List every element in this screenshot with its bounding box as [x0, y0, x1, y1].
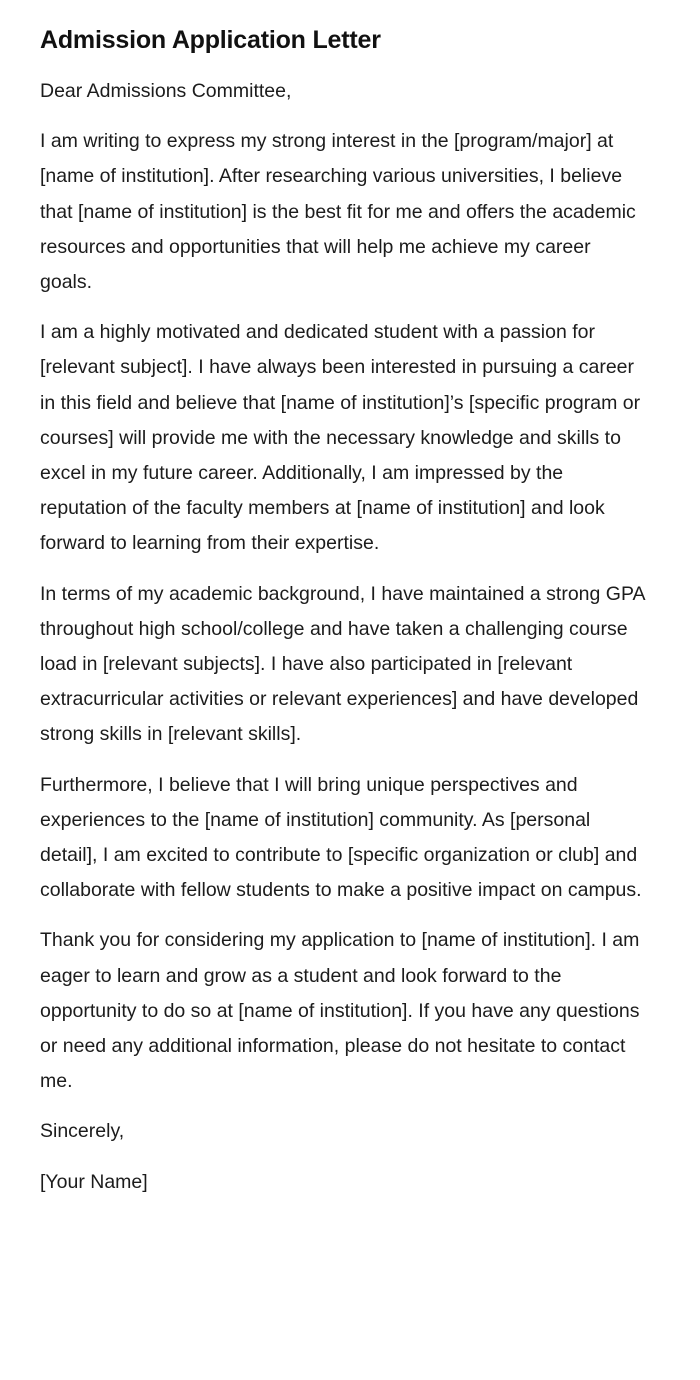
- letter-title: Admission Application Letter: [40, 26, 381, 54]
- body-paragraph-thanks: Thank you for considering my application to [name of institution]. I am eager to learn and grow as a student and look forward to the opportunity to do so at [name of institution]. If you have any questions or need any additional information, please do not hesitate to contact me.: [40, 929, 640, 1093]
- signature-placeholder: [Your Name]: [40, 1170, 148, 1193]
- body-paragraph-interest: I am writing to express my strong interest in the [program/major] at [name of institution]. After researching various universities, I believe that [name of institution] is the best fit for me and offers the academic resources and opportunities that will help me achieve my career goals.: [40, 130, 636, 294]
- body-paragraph-motivation: I am a highly motivated and dedicated student with a passion for [relevant subject]. I have always been interested in pursuing a career in this field and believe that [name of institution]’s [specific program or courses] will provide me with the necessary knowledge and skills to excel in my future career. Additionally, I am impressed by the reputation of the faculty members at [name of institution] and look forward to learning from their expertise.: [40, 321, 641, 555]
- closing: Sincerely,: [40, 1120, 125, 1143]
- body-paragraph-academic-background: In terms of my academic background, I have maintained a strong GPA throughout high school/college and have taken a challenging course load in [relevant subjects]. I have also participated in [relevant extracurricular activities or relevant experiences] and have developed strong skills in [relevant skills].: [40, 582, 645, 746]
- body-paragraph-contribution: Furthermore, I believe that I will bring unique perspectives and experiences to the [name of institution] community. As [personal detail], I am excited to contribute to [specific organization or club] and collaborate with fellow students to make a positive impact on campus.: [40, 773, 642, 902]
- salutation: Dear Admissions Committee,: [40, 80, 292, 102]
